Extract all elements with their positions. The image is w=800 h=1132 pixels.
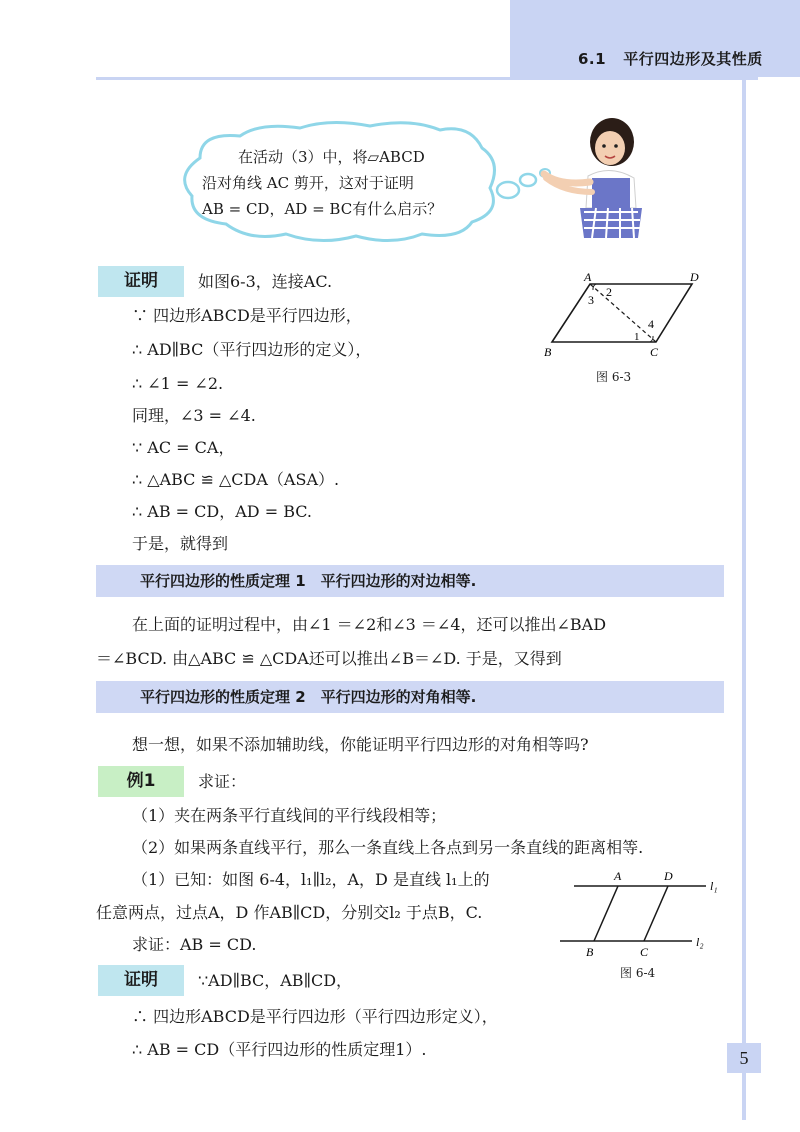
fig64-label-C: C xyxy=(640,945,649,959)
fig63-label-A: A xyxy=(584,270,592,284)
example-item: （2）如果两条直线平行，那么一条直线上各点到另一条直线的距离相等. xyxy=(132,838,644,857)
given-line: 求证：AB = CD. xyxy=(132,935,257,954)
proof-line: ∴ 四边形ABCD是平行四边形（平行四边形定义）， xyxy=(132,1007,498,1026)
proof-line: ∴ △ABC ≌ △CDA（ASA）. xyxy=(132,470,340,489)
fig64-label-A: A xyxy=(614,869,622,883)
fig63-angle-1: 1 xyxy=(634,331,640,343)
think-prompt: 想一想，如果不添加辅助线，你能证明平行四边形的对角相等吗? xyxy=(132,735,589,754)
page-number: 5 xyxy=(727,1043,761,1073)
proof-line: ∴ AB = CD，AD = BC. xyxy=(132,502,313,521)
paragraph-line: ＝∠BCD. 由△ABC ≌ △CDA还可以推出∠B＝∠D. 于是，又得到 xyxy=(96,649,562,668)
proof-line: ∵ 四边形ABCD是平行四边形， xyxy=(132,306,362,325)
figure-6-3 xyxy=(538,266,718,376)
example-lead: 求证： xyxy=(198,772,247,791)
fig64-label-D: D xyxy=(664,869,673,883)
header-rule xyxy=(96,77,758,80)
fig64-label-l2: l₂ xyxy=(696,935,704,949)
section-title: 6.1 平行四边形及其性质 xyxy=(578,50,763,68)
fig64-caption: 图 6-4 xyxy=(620,966,656,980)
proof-line: 于是，就得到 xyxy=(132,534,229,553)
fig63-angle-4: 4 xyxy=(648,317,654,331)
theorem-2-band: 平行四边形的性质定理 2 平行四边形的对角相等. xyxy=(96,681,724,713)
theorem-1-band: 平行四边形的性质定理 1 平行四边形的对边相等. xyxy=(96,565,724,597)
bubble-line-1: 在活动（3）中，将▱ABCD xyxy=(238,148,425,166)
proof-line: ∴ AD∥BC（平行四边形的定义）， xyxy=(132,340,372,359)
paragraph-line: 在上面的证明过程中，由∠1 ＝∠2和∠3 ＝∠4，还可以推出∠BAD xyxy=(132,615,607,634)
proof-line: ∴ ∠1 = ∠2. xyxy=(132,374,224,393)
figure-6-4 xyxy=(556,866,726,966)
example-item: （1）夹在两条平行直线间的平行线段相等； xyxy=(132,806,447,825)
bubble-line-3: AB = CD，AD = BC有什么启示？ xyxy=(202,200,443,218)
fig63-angle-2: 2 xyxy=(606,285,612,299)
margin-rail xyxy=(742,80,746,1120)
proof-line: ∵AD∥BC，AB∥CD， xyxy=(198,971,353,990)
fig63-angle-3: 3 xyxy=(588,293,594,307)
given-line: 任意两点，过点A，D 作AB∥CD，分别交l₂ 于点B，C. xyxy=(96,903,483,922)
fig63-caption: 图 6-3 xyxy=(596,370,632,384)
fig64-label-B: B xyxy=(586,945,594,959)
girl-illustration xyxy=(540,112,650,240)
bubble-line-2: 沿对角线 AC 剪开，这对于证明 xyxy=(202,174,414,192)
given-line: （1）已知：如图 6-4，l₁∥l₂，A，D 是直线 l₁上的 xyxy=(132,870,490,889)
proof-line: 如图6-3，连接AC. xyxy=(198,272,333,291)
fig64-label-l1: l₁ xyxy=(710,879,718,893)
fig63-label-D: D xyxy=(690,270,699,284)
proof-line: 同理，∠3 = ∠4. xyxy=(132,406,256,425)
proof-tag: 证明 xyxy=(98,266,184,297)
proof-tag: 证明 xyxy=(98,965,184,996)
example-tag: 例1 xyxy=(98,766,184,797)
proof-line: ∴ AB = CD（平行四边形的性质定理1）. xyxy=(132,1040,427,1059)
proof-line: ∵ AC = CA， xyxy=(132,438,235,457)
fig63-label-C: C xyxy=(650,345,659,359)
fig63-label-B: B xyxy=(544,345,552,359)
